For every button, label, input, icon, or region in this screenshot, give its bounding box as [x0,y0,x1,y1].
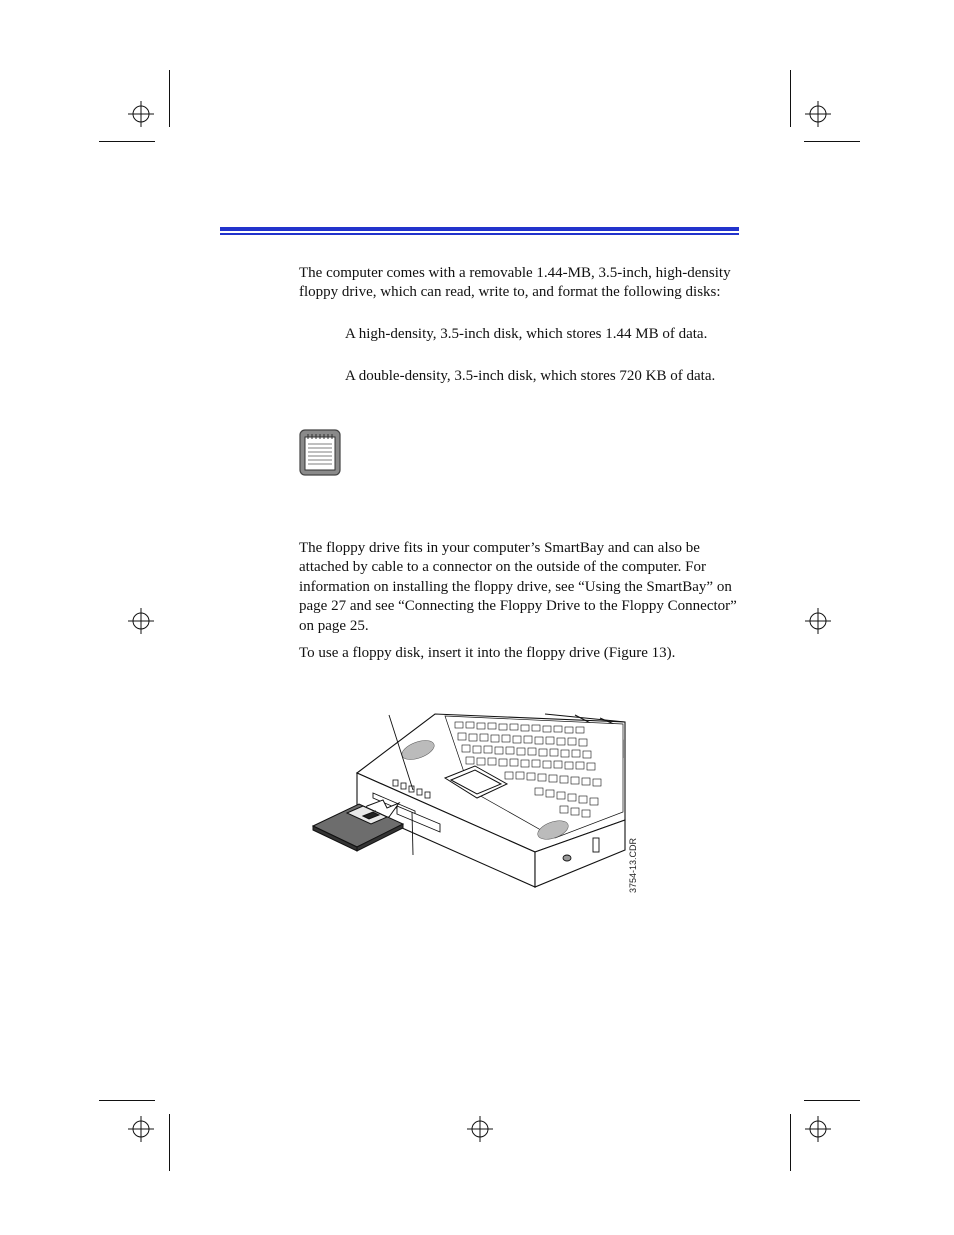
section-heading-rule-thick [220,227,739,231]
insert-disk-paragraph: To use a floppy disk, insert it into the floppy drive (Figure 13). [299,645,676,661]
crop-mark-bottom-left-horizontal [99,1100,155,1101]
crop-mark-bottom-left-vertical [169,1114,170,1171]
notepad-icon [299,429,341,476]
figure-notebook-floppy-insertion [305,700,640,895]
crop-mark-top-left-horizontal [99,141,155,142]
intro-paragraph: The computer comes with a removable 1.44-MB, 3.5-inch, high-density floppy drive, which can read, write to, and format the following disks: [299,265,731,301]
registration-mark-middle-left [128,608,154,634]
disk-list-item-high-density: A high-density, 3.5-inch disk, which stores 1.44 MB of data. [345,326,708,342]
registration-mark-top-right [805,101,831,127]
crop-mark-bottom-right-vertical [790,1114,791,1171]
smartbay-paragraph: The floppy drive fits in your computer’s SmartBay and can also be attached by cable to a connector on the outside of the computer. For information on installing the floppy drive, see “Using the SmartBay” on page 27 and see “Connecting the Floppy Drive to the Floppy Connector” on page 25. [299,540,737,634]
crop-mark-top-right-vertical [790,70,791,127]
registration-mark-top-left [128,101,154,127]
figure-code-label: 3754-13.CDR [628,837,638,893]
registration-mark-bottom-left [128,1116,154,1142]
crop-mark-top-left-vertical [169,70,170,127]
registration-mark-bottom-right [805,1116,831,1142]
crop-mark-bottom-right-horizontal [804,1100,860,1101]
crop-mark-top-right-horizontal [804,141,860,142]
registration-mark-bottom-center [467,1116,493,1142]
disk-list-item-double-density: A double-density, 3.5-inch disk, which stores 720 KB of data. [345,368,716,384]
section-heading-rule-thin [220,233,739,235]
registration-mark-middle-right [805,608,831,634]
